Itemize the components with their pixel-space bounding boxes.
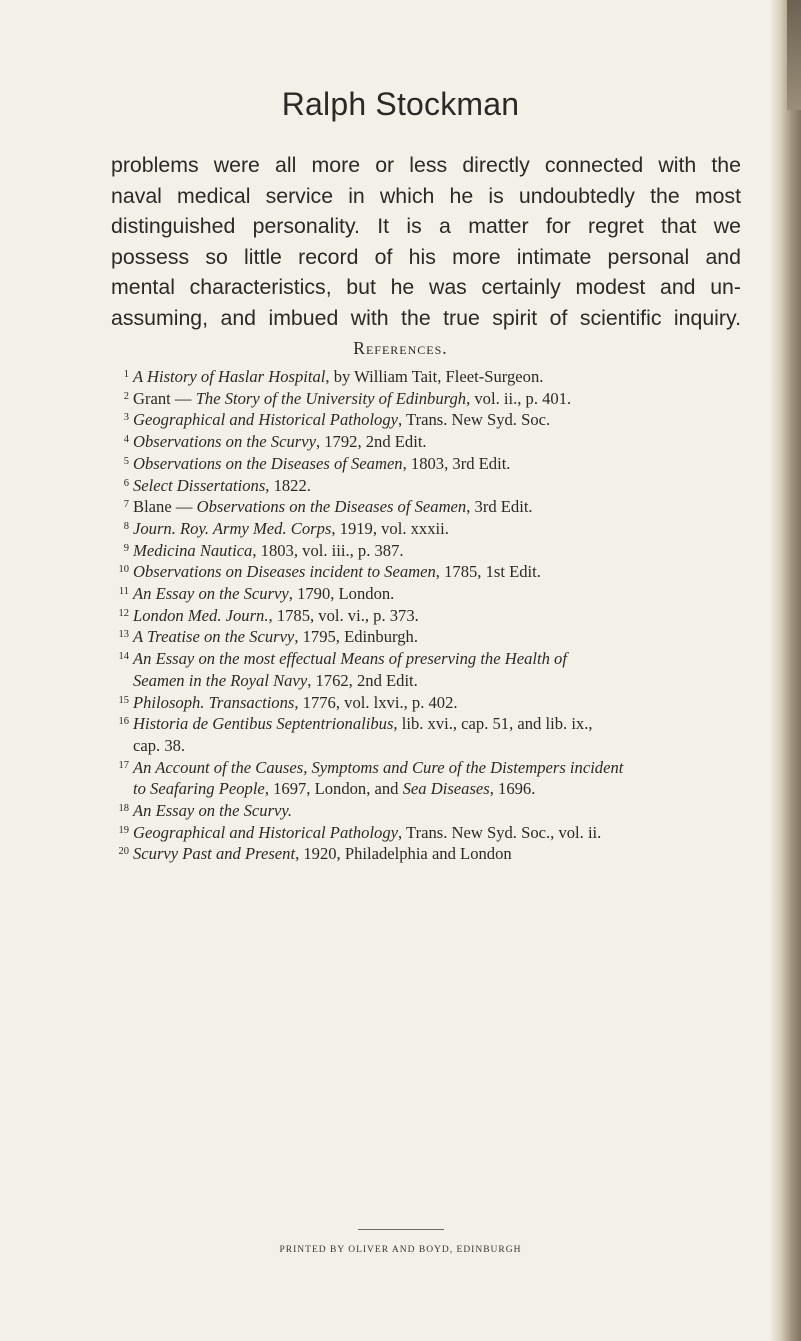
reference-details: , 1776, vol. lxvi., p. 402. xyxy=(294,692,458,712)
reference-item xyxy=(112,843,742,865)
reference-item xyxy=(112,496,742,518)
reference-number: 19 xyxy=(118,824,129,836)
reference-item xyxy=(112,583,742,605)
body-paragraph xyxy=(111,150,741,333)
reference-number: 6 xyxy=(123,477,129,489)
reference-title: to Seafaring People xyxy=(133,779,265,799)
reference-item xyxy=(112,540,742,562)
reference-number: 17 xyxy=(118,759,129,771)
reference-details: , 1697, London, and xyxy=(264,779,403,799)
reference-item xyxy=(112,561,742,583)
reference-number: 1 xyxy=(123,369,129,380)
reference-title: Historia de Gentibus Septentrionalibus xyxy=(133,714,394,734)
running-header: Ralph Stockman xyxy=(281,86,520,122)
reference-details: , 1795, Edinburgh. xyxy=(294,627,418,647)
references-heading: References. xyxy=(353,338,448,358)
reference-details: , 1919, vol. xxxii. xyxy=(331,518,449,538)
reference-item xyxy=(112,822,742,844)
reference-number: 5 xyxy=(123,455,129,467)
reference-details: , 1803, vol. iii., p. 387. xyxy=(252,540,404,560)
reference-title: Journ. Roy. Army Med. Corps xyxy=(133,518,332,538)
page-edge-shadow xyxy=(769,0,801,1341)
reference-item xyxy=(112,431,742,453)
body-line: possess so little record of his more intimate personal and xyxy=(111,244,741,269)
reference-number: 13 xyxy=(118,629,129,641)
reference-title: Seamen in the Royal Navy xyxy=(133,670,308,690)
reference-item xyxy=(112,692,742,714)
reference-title: A History of Haslar Hospital xyxy=(133,367,326,386)
reference-details: , by William Tait, Fleet-Surgeon. xyxy=(325,367,544,386)
reference-title: An Essay on the Scurvy. xyxy=(133,801,292,821)
reference-title: Sea Diseases xyxy=(402,779,490,799)
reference-details: cap. 38. xyxy=(133,735,186,755)
footer-rule xyxy=(358,1229,444,1230)
reference-title: Observations on Diseases incident to Seamen xyxy=(133,562,436,582)
reference-title: Observations on the Scurvy xyxy=(133,432,316,452)
reference-title: Observations on the Diseases of Seamen xyxy=(133,453,403,473)
body-line: naval medical service in which he is undoubtedly the most xyxy=(111,183,741,208)
body-line: distinguished personality. It is a matter for regret that we xyxy=(111,214,741,238)
reference-title: Medicina Nautica xyxy=(133,540,253,560)
reference-item xyxy=(112,475,742,497)
reference-number: 12 xyxy=(118,607,129,619)
reference-continuation xyxy=(133,735,742,757)
reference-details: , Trans. New Syd. Soc., vol. ii. xyxy=(398,822,602,842)
reference-details: , 1696. xyxy=(489,779,536,799)
reference-item xyxy=(112,757,742,800)
reference-item xyxy=(112,605,742,627)
reference-details: , 1785, 1st Edit. xyxy=(435,562,541,582)
reference-title: Observations on the Diseases of Seamen xyxy=(196,497,467,517)
reference-item xyxy=(112,518,742,540)
reference-continuation xyxy=(133,778,742,800)
reference-details: , 1792, 2nd Edit. xyxy=(315,432,427,452)
reference-item xyxy=(112,453,742,475)
reference-number: 4 xyxy=(123,434,129,446)
body-line: mental characteristics, but he was certainly modest and un- xyxy=(111,275,741,299)
reference-number: 15 xyxy=(118,694,129,706)
body-line: problems were all more or less directly connected with the xyxy=(111,153,741,177)
body-line: assuming, and imbued with the true spirit of scientific inquiry. xyxy=(111,305,741,330)
reference-number: 16 xyxy=(118,716,129,728)
reference-details: , lib. xvi., cap. 51, and lib. ix., xyxy=(393,714,593,734)
reference-title: Geographical and Historical Pathology xyxy=(133,410,399,430)
reference-item xyxy=(112,800,742,822)
reference-item xyxy=(112,388,742,410)
reference-number: 2 xyxy=(123,390,129,402)
reference-continuation xyxy=(133,670,742,692)
reference-number: 18 xyxy=(118,803,129,815)
reference-author: Grant — xyxy=(133,388,196,408)
reference-item xyxy=(112,366,742,388)
reference-title: A Treatise on the Scurvy xyxy=(133,627,295,647)
reference-number: 9 xyxy=(123,542,129,554)
reference-item xyxy=(112,626,742,648)
reference-details: , 1785, vol. vi., p. 373. xyxy=(268,605,419,625)
reference-item xyxy=(112,648,742,691)
reference-details: , 1803, 3rd Edit. xyxy=(402,453,511,473)
reference-details: , 1920, Philadelphia and London xyxy=(295,844,512,864)
reference-title: Scurvy Past and Present xyxy=(133,844,296,864)
reference-title: Select Dissertations xyxy=(133,475,266,495)
reference-details: , 1762, 2nd Edit. xyxy=(307,670,418,690)
reference-details: , 1790, London. xyxy=(288,584,395,604)
reference-number: 3 xyxy=(123,412,129,424)
reference-title: Philosoph. Transactions xyxy=(133,692,295,712)
reference-title: An Essay on the Scurvy xyxy=(133,584,289,604)
references-list xyxy=(112,366,742,865)
reference-number: 10 xyxy=(118,564,129,576)
reference-details: , vol. ii., p. 401. xyxy=(466,388,572,408)
reference-title: An Account of the Causes, Symptoms and Cure of the Distempers incident xyxy=(133,757,624,777)
reference-number: 8 xyxy=(123,520,129,532)
printer-imprint: PRINTED BY OLIVER AND BOYD, EDINBURGH xyxy=(279,1245,522,1255)
reference-title: The Story of the University of Edinburgh xyxy=(195,388,467,408)
reference-details: , 3rd Edit. xyxy=(466,497,533,517)
reference-number: 7 xyxy=(123,499,129,511)
reference-details: , Trans. New Syd. Soc. xyxy=(398,410,551,430)
reference-details: , 1822. xyxy=(265,475,311,495)
reference-number: 11 xyxy=(118,586,129,598)
reference-number: 20 xyxy=(118,846,129,858)
reference-title: Geographical and Historical Pathology xyxy=(133,822,399,842)
reference-author: Blane — xyxy=(133,497,197,517)
reference-title: London Med. Journ. xyxy=(133,605,269,625)
reference-item xyxy=(112,409,742,431)
reference-item xyxy=(112,713,742,756)
reference-title: An Essay on the most effectual Means of preserving the Health of xyxy=(133,649,567,669)
reference-number: 14 xyxy=(118,651,129,663)
